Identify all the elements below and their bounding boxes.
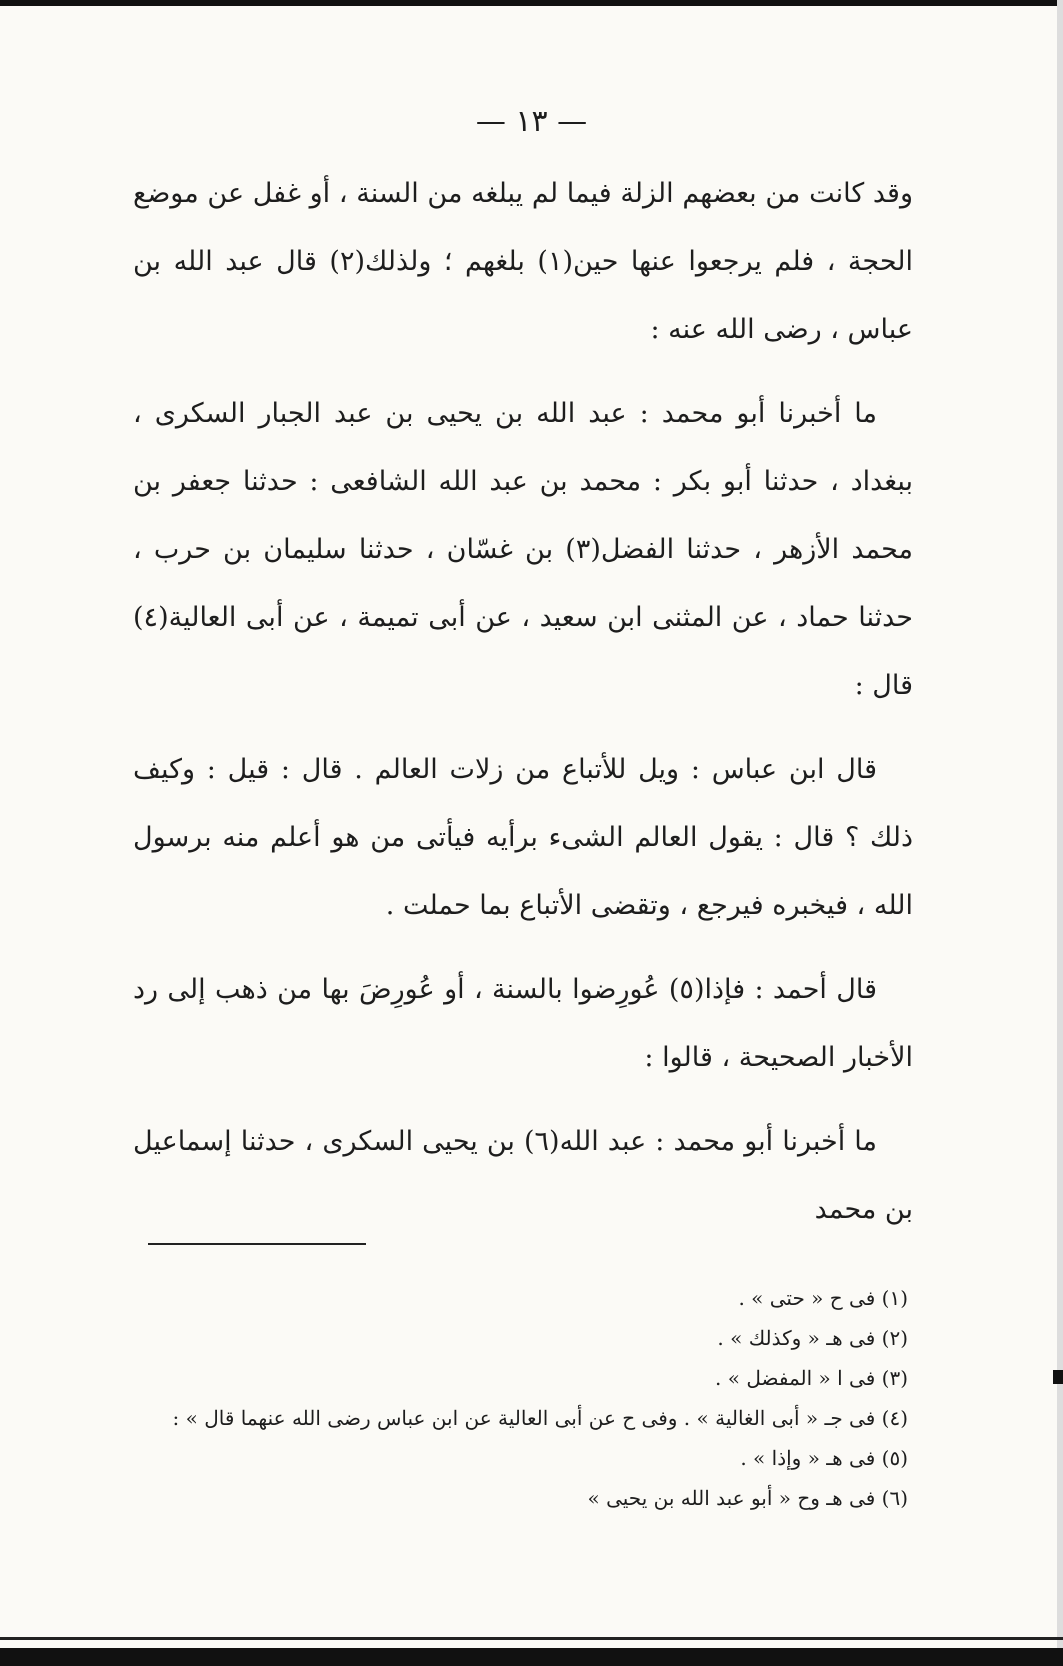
footnote: (٤) فى جـ « أبى الغالية » . وفى ح عن أبى العالية عن ابن عباس رضى الله عنهما قال » : <box>172 1406 908 1430</box>
main-text <box>133 160 913 1260</box>
paragraph: قال ابن عباس : ويل للأتباع من زلات العالم . قال : قيل : وكيف ذلك ؟ قال : يقول العالم الشىء برأيه فيأتى من هو أعلم منه برسول الله ، فيخبره فيرجع ، وتقضى الأتباع بما حملت . <box>133 754 913 921</box>
footnote-separator <box>148 1243 366 1245</box>
footnotes <box>68 1278 908 1518</box>
page-number: — ١٣ — <box>475 104 588 139</box>
paragraph: قال أحمد : فإذا(٥) عُورِضوا بالسنة ، أو عُورِضَ بها من ذهب إلى رد الأخبار الصحيحة ، قالوا : <box>133 974 913 1073</box>
footnote: (٥) فى هـ « وإذا » . <box>740 1446 908 1470</box>
footnote: (٦) فى هـ وح « أبو عبد الله بن يحيى » <box>587 1486 908 1510</box>
scan-side-mark <box>1053 1370 1063 1384</box>
scan-right-edge <box>1057 0 1063 1666</box>
footnote-list <box>68 1278 908 1518</box>
scan-bottom-border <box>0 1648 1063 1666</box>
scan-top-border <box>0 0 1063 6</box>
scan-bottom-line <box>0 1637 1063 1640</box>
footnote: (٣) فى ا « المفضل » . <box>715 1366 908 1390</box>
paragraph: ما أخبرنا أبو محمد : عبد الله بن يحيى بن عبد الجبار السكرى ، ببغداد ، حدثنا أبو بكر : محمد بن عبد الله الشافعى : حدثنا جعفر بن محمد الأزهر ، حدثنا الفضل(٣) بن غسّان ، حدثنا سليمان بن حرب ، حدثنا حماد ، عن المثنى ابن سعيد ، عن أبى تميمة ، عن أبى العالية(٤) قال : <box>133 398 914 701</box>
paragraph: وقد كانت من بعضهم الزلة فيما لم يبلغه من السنة ، أو غفل عن موضع الحجة ، فلم يرجعوا عنها حين(١) بلغهم ؛ ولذلك(٢) قال عبد الله بن عباس ، رضى الله عنه : <box>133 178 913 345</box>
footnote: (١) فى ح « حتى » . <box>738 1286 908 1310</box>
paragraph: ما أخبرنا أبو محمد : عبد الله(٦) بن يحيى السكرى ، حدثنا إسماعيل بن محمد <box>133 1126 913 1225</box>
footnote: (٢) فى هـ « وكذلك » . <box>717 1326 908 1350</box>
